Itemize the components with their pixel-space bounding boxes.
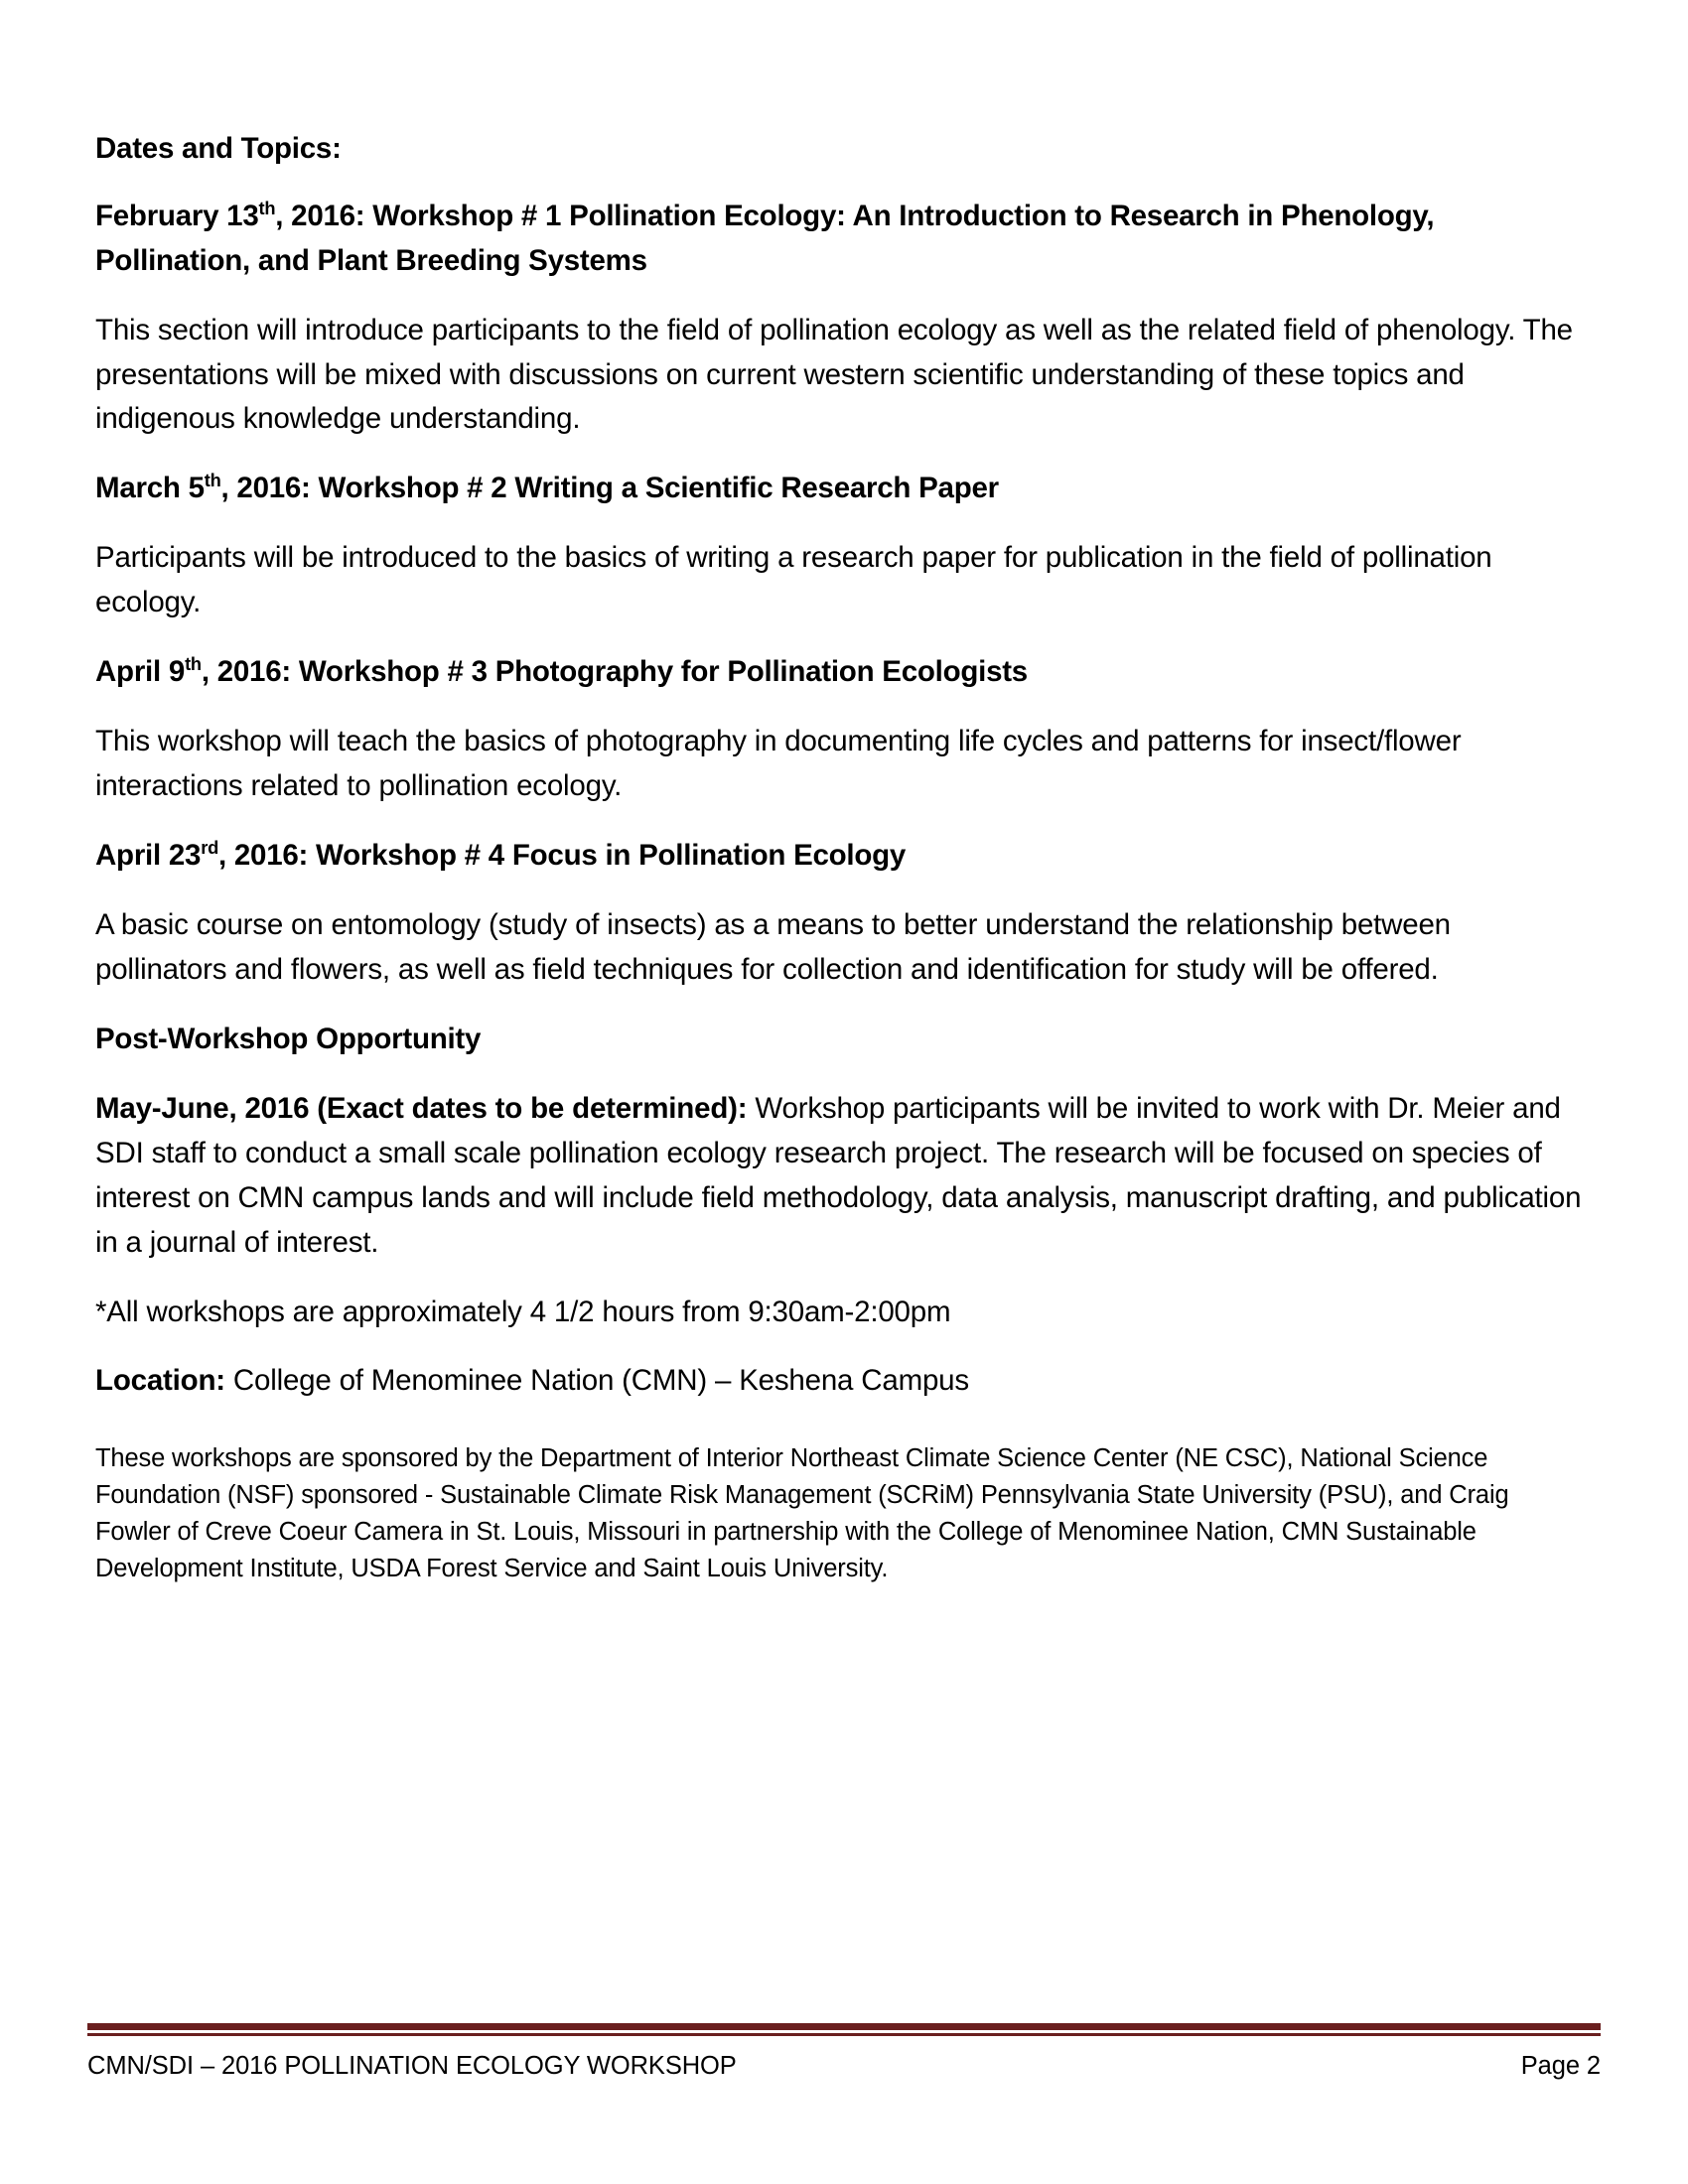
page-footer (87, 2023, 1601, 2081)
workshop-3-title-rest: , 2016: Workshop # 3 Photography for Pollination Ecologists (201, 655, 1028, 689)
location-label: Location: (95, 1364, 225, 1398)
workshop-heading-1 (95, 195, 1585, 283)
post-workshop-bold-lead: May-June, 2016 (Exact dates to be determined): (95, 1092, 748, 1126)
workshop-heading-3 (95, 650, 1585, 694)
workshop-2-title-rest: , 2016: Workshop # 2 Writing a Scientific Research Paper (220, 472, 999, 505)
footer-page-number: Page 2 (1520, 2052, 1601, 2080)
workshop-3-date-prefix: April 9 (95, 655, 186, 689)
workshop-duration-note: *All workshops are approximately 4 1/2 hours from 9:30am-2:00pm (95, 1295, 951, 1328)
workshop-body-2: Participants will be introduced to the basics of writing a research paper for publication in the field of pollination ecology. (95, 541, 1492, 619)
post-workshop-heading: Post-Workshop Opportunity (95, 1022, 482, 1055)
footer-row (87, 2052, 1601, 2081)
location-line (95, 1359, 1585, 1404)
footer-left-text: CMN/SDI – 2016 POLLINATION ECOLOGY WORKSHOP (87, 2052, 737, 2080)
workshop-1-date-prefix: February 13 (95, 200, 259, 233)
workshop-heading-2 (95, 467, 1585, 510)
workshop-1-date-ordinal: th (258, 198, 276, 219)
workshop-3-date-ordinal: th (185, 653, 202, 675)
section-heading-dates-and-topics: Dates and Topics: (95, 132, 342, 165)
workshop-4-date-prefix: April 23 (95, 839, 202, 873)
workshop-1-title-rest: , 2016: Workshop # 1 Pollination Ecology: An Introduction to Research in Phenology, Pollination, and Plant Breeding Systems (95, 200, 1435, 277)
workshop-4-title-rest: , 2016: Workshop # 4 Focus in Pollination Ecology (218, 839, 907, 873)
post-workshop-body-text: Workshop participants will be invited to work with Dr. Meier and SDI staff to conduct a small scale pollination ecology research project. The research will be focused on species of interest on CMN campus lands and will include field methodology, data analysis, manuscript drafting, and publication in a journal of interest. (95, 1092, 1582, 1259)
footer-rule-thin (87, 2033, 1601, 2036)
workshop-body-4: A basic course on entomology (study of insects) as a means to better understand the relationship between pollinators and flowers, as well as field techniques for collection and identification for study will be offered. (95, 908, 1451, 987)
workshop-2-date-prefix: March 5 (95, 472, 205, 505)
document-body (95, 127, 1585, 1587)
workshop-body-1: This section will introduce participants to the field of pollination ecology as well as the related field of phenology. The presentations will be mixed with discussions on current western scientific understanding of these topics and indigenous knowledge understanding. (95, 313, 1573, 436)
sponsor-paragraph: These workshops are sponsored by the Department of Interior Northeast Climate Science Center (NE CSC), National Science Foundation (NSF) sponsored - Sustainable Climate Risk Management (SCRiM) Pennsylvania State University (PSU), and Craig Fowler of Creve Coeur Camera in St. Louis, Missouri in partnership with the College of Menominee Nation, CMN Sustainable Development Institute, USDA Forest Service and Saint Louis University. (95, 1444, 1509, 1583)
post-workshop-paragraph (95, 1087, 1585, 1265)
location-value: College of Menominee Nation (CMN) – Keshena Campus (224, 1364, 969, 1398)
workshop-body-3: This workshop will teach the basics of photography in documenting life cycles and patterns for insect/flower interactions related to pollination ecology. (95, 725, 1462, 803)
workshop-2-date-ordinal: th (204, 470, 221, 491)
workshop-4-date-ordinal: rd (201, 837, 218, 859)
workshop-heading-4 (95, 834, 1585, 878)
footer-rule-thick (87, 2023, 1601, 2030)
paragraph-spacer (95, 1429, 1585, 1440)
